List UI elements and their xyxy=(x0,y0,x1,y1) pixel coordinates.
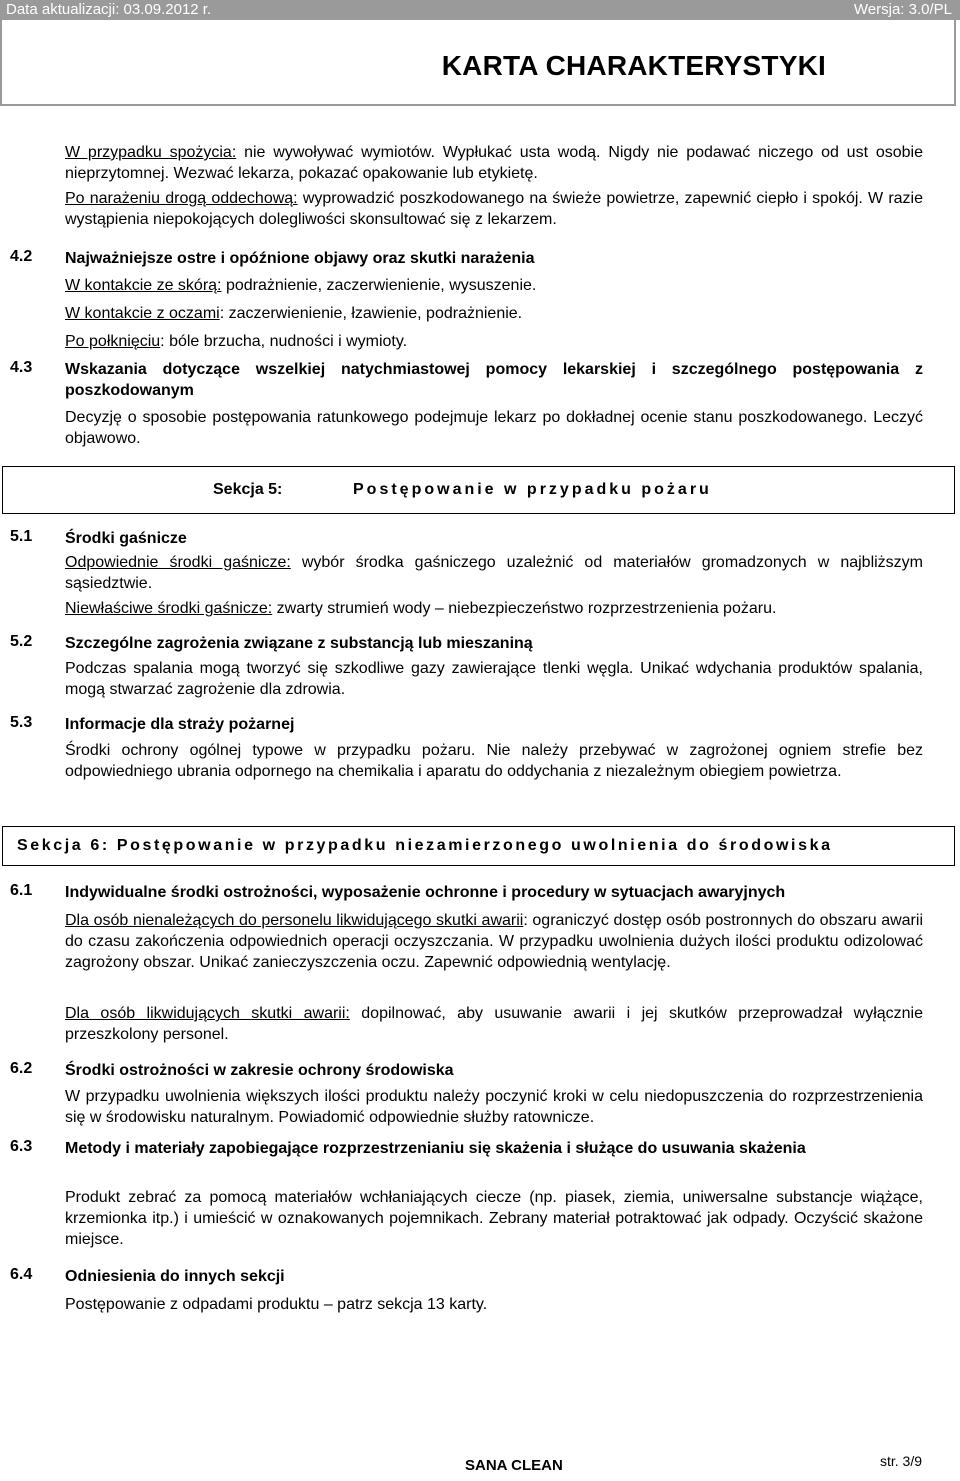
section-title: Sekcja 6: Postępowanie w przypadku niezamierzonego uwolnienia do środowiska xyxy=(17,837,833,854)
section-text: Decyzję o sposobie postępowania ratunkowego podejmuje lekarz po dokładnej ocenie stanu poszkodowanego. Leczyć objawowo. xyxy=(65,409,923,447)
eyes-label: W kontakcie z oczami xyxy=(65,305,220,322)
swallow-label: W przypadku spożycia: xyxy=(65,144,237,161)
non-personnel-label: Dla osób nienależących do personelu likwidującego skutki awarii xyxy=(65,912,524,929)
title-box xyxy=(0,20,956,106)
section-heading: Metody i materiały zapobiegające rozprzestrzenianiu się skażenia i służące do usuwania skażenia xyxy=(65,1140,806,1157)
symptom-eyes xyxy=(65,303,923,324)
section-text: Środki ochrony ogólnej typowe w przypadku pożaru. Nie należy przebywać w zagrożonej ogniem strefie bez odpowiedniego ubrania odpornego na chemikalia i aparatu do oddychania z niezależnym obiegiem powietrza. xyxy=(65,742,923,780)
swallow-text: nie wywoływać wymiotów. Wypłukać usta wodą. Nigdy nie podawać niczego od ust osobie nieprzytomnej. Wezwać lekarza, pokazać opakowanie lub etykietę. xyxy=(65,144,923,182)
unsuitable-label: Niewłaściwe środki gaśnicze: xyxy=(65,600,273,617)
responders-guidance xyxy=(65,1003,923,1045)
section-number: 5.1 xyxy=(10,528,33,545)
swallow-text: : bóle brzucha, nudności i wymioty. xyxy=(160,333,408,350)
section-number: 6.2 xyxy=(10,1060,33,1077)
non-personnel-text: : ograniczyć dostęp osób postronnych do obszaru awarii do czasu zakończenia odpowiednich operacji oczyszczania. W przypadku uwolnienia dużych ilości produktu odizolować zagrożony obszar. Unikać zanieczyszczenia oczu. Zapewnić odpowiednią wentylację. xyxy=(65,912,923,971)
skin-text: podrażnienie, zaczerwienienie, wysuszenie. xyxy=(221,277,537,294)
symptom-swallow xyxy=(65,331,923,352)
header-bar xyxy=(0,0,960,20)
revision-date: Data aktualizacji: 03.09.2012 r. xyxy=(6,1,212,18)
section-number: 4.2 xyxy=(10,248,33,265)
section-number: 6.3 xyxy=(10,1138,33,1155)
first-aid-inhalation xyxy=(65,188,923,230)
section-heading: Najważniejsze ostre i opóźnione objawy oraz skutki narażenia xyxy=(65,250,535,267)
section-number: 5.3 xyxy=(10,714,33,731)
section-text: Podczas spalania mogą tworzyć się szkodliwe gazy zawierające tlenki węgla. Unikać wdychania produktów spalania, mogą stwarzać zagrożenie dla zdrowia. xyxy=(65,660,923,698)
swallow-label: Po połknięciu xyxy=(65,333,161,350)
section-text: Postępowanie z odpadami produktu – patrz sekcja 13 karty. xyxy=(65,1296,488,1313)
section-6-header xyxy=(2,826,955,866)
unsuitable-text: zwarty strumień wody – niebezpieczeństwo rozprzestrzenienia pożaru. xyxy=(272,600,777,617)
section-text: W przypadku uwolnienia większych ilości produktu należy poczynić kroki w celu niedopuszczenia do rozprzestrzenienia się w środowisku naturalnym. Powiadomić odpowiednie służby ratownicze. xyxy=(65,1088,923,1126)
inhalation-label: Po narażeniu drogą oddechową: xyxy=(65,190,298,207)
section-heading: Informacje dla straży pożarnej xyxy=(65,716,295,733)
section-number: 6.4 xyxy=(10,1266,33,1283)
section-5-header xyxy=(2,466,955,514)
section-number: 6.1 xyxy=(10,882,33,899)
section-title: Postępowanie w przypadku pożaru xyxy=(353,481,712,498)
symptom-skin xyxy=(65,275,923,296)
footer-brand: SANA CLEAN xyxy=(465,1457,563,1474)
inhalation-text: wyprowadzić poszkodowanego na świeże powietrze, zapewnić ciepło i spokój. W razie wystąpienia niepokojących dolegliwości skonsultować się z lekarzem. xyxy=(65,190,924,228)
section-heading: Odniesienia do innych sekcji xyxy=(65,1268,285,1285)
section-heading: Wskazania dotyczące wszelkiej natychmiastowej pomocy lekarskiej i szczególnego postępowania z poszkodowanym xyxy=(65,361,923,399)
section-number: 4.3 xyxy=(10,359,33,376)
first-aid-swallow xyxy=(65,142,923,184)
section-heading: Środki gaśnicze xyxy=(65,530,187,547)
suitable-text: wybór środka gaśniczego uzależnić od materiałów gromadzonych w najbliższym sąsiedztwie. xyxy=(65,554,924,592)
version: Wersja: 3.0/PL xyxy=(853,1,952,18)
skin-label: W kontakcie ze skórą: xyxy=(65,277,222,294)
section-heading: Szczególne zagrożenia związane z substancją lub mieszaniną xyxy=(65,635,533,652)
suitable-media xyxy=(65,552,923,594)
page-number: str. 3/9 xyxy=(880,1453,923,1469)
document-title: KARTA CHARAKTERYSTYKI xyxy=(441,50,826,81)
section-heading: Środki ostrożności w zakresie ochrony środowiska xyxy=(65,1062,454,1079)
unsuitable-media xyxy=(65,598,923,619)
section-label: Sekcja 5: xyxy=(213,481,283,498)
eyes-text: : zaczerwienienie, łzawienie, podrażnienie. xyxy=(219,305,523,322)
non-personnel-guidance xyxy=(65,910,923,973)
responders-label: Dla osób likwidujących skutki awarii: xyxy=(65,1005,350,1022)
section-text: Produkt zebrać za pomocą materiałów wchłaniających ciecze (np. piasek, ziemia, uniwersalne substancje wiążące, krzemionka itp.) i umieścić w oznakowanych pojemnikach. Zebrany materiał potraktować jak odpady. Oczyścić skażone miejsce. xyxy=(65,1189,923,1248)
suitable-label: Odpowiednie środki gaśnicze: xyxy=(65,554,291,571)
section-number: 5.2 xyxy=(10,633,33,650)
section-heading: Indywidualne środki ostrożności, wyposażenie ochronne i procedury w sytuacjach awaryjnych xyxy=(65,884,786,901)
responders-text: dopilnować, aby usuwanie awarii i jej skutków przeprowadzał wyłącznie przeszkolony personel. xyxy=(65,1005,924,1043)
